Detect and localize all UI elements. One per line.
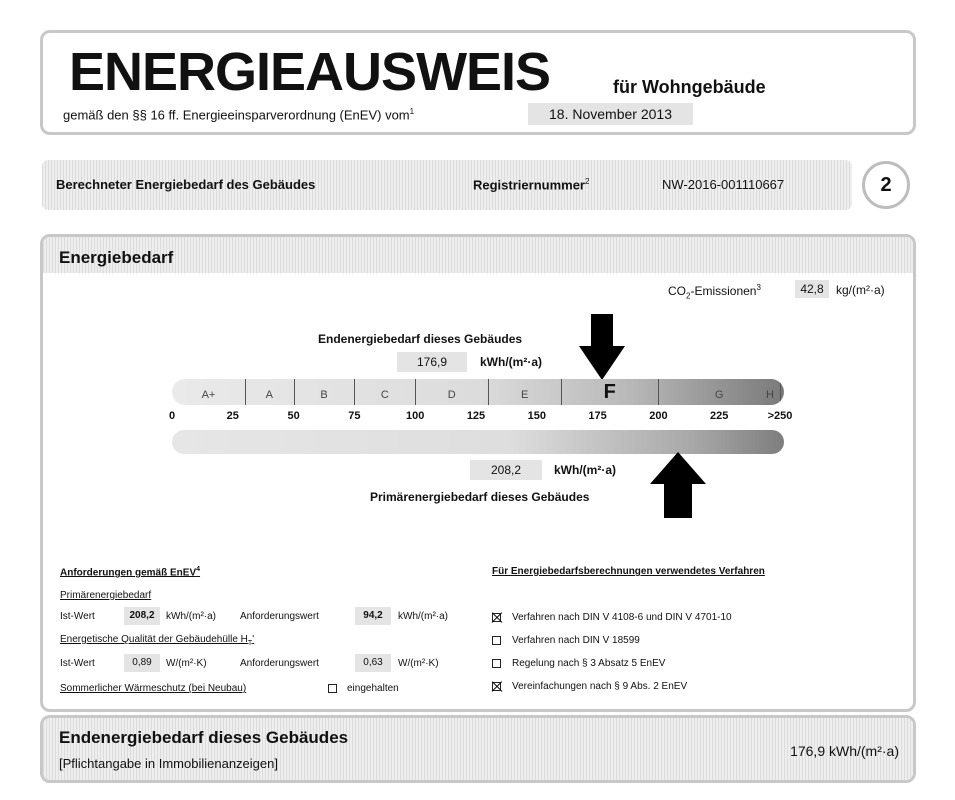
co2-label: $CO_2-Emissionen^3$ xyxy=(668,283,761,301)
scale-tick-label: 225 xyxy=(710,410,729,422)
co2-value: 42,8 xyxy=(795,280,829,298)
class-boundary xyxy=(658,379,659,405)
envelope-anf-label: Anforderungswert xyxy=(240,658,319,669)
requirements-heading: Anforderungen gemäß EnEV$^4$ xyxy=(60,566,201,579)
envelope-heading: Energetische Qualität der Gebäudehülle $H_T'$ xyxy=(60,634,255,647)
end-energy-label: Endenergiebedarf dieses Gebäudes xyxy=(318,332,523,346)
class-boundary xyxy=(294,379,295,405)
registration-number: NW-2016-001110667 xyxy=(662,177,785,192)
scale-tick-label: 0 xyxy=(168,410,176,422)
primary-ist-unit: kWh/(m²·a) xyxy=(166,611,216,622)
energy-class-G: G xyxy=(714,389,724,401)
primary-requirement-heading: Primärenergiebedarf xyxy=(60,590,152,601)
envelope-ist-label: Ist-Wert xyxy=(60,658,95,669)
class-boundary xyxy=(780,379,781,405)
energy-class-D: D xyxy=(447,389,456,401)
end-energy-value: 176,9 xyxy=(397,352,467,372)
scale-tick-label: 75 xyxy=(348,410,361,422)
scale-tick-label: 125 xyxy=(466,410,486,422)
methods-heading: Für Energiebedarfsberechnungen verwendetes Verfahren xyxy=(492,566,765,577)
envelope-anf-unit: W/(m²·K) xyxy=(398,658,439,669)
footer-note: [Pflichtangabe in Immobilienanzeigen] xyxy=(59,756,278,771)
summer-protection-check-label: eingehalten xyxy=(347,683,399,694)
method-checkbox[interactable] xyxy=(492,636,501,645)
summer-protection-label: Sommerlicher Wärmeschutz (bei Neubau) xyxy=(60,683,247,694)
energy-class-F: F xyxy=(603,381,616,403)
energy-class-A: A xyxy=(265,389,273,401)
envelope-anf-value: 0,63 xyxy=(355,654,391,672)
method-label: Regelung nach § 3 Absatz 5 EnEV xyxy=(512,658,666,669)
legal-basis: gemäß den §§ 16 ff. Energieeinsparverordnung (EnEV) vom$^1$ xyxy=(63,107,415,123)
scale-tick-label: 150 xyxy=(527,410,546,422)
class-boundary xyxy=(561,379,562,405)
end-energy-unit: kWh/(m²·a) xyxy=(480,355,542,369)
document-title: ENERGIEAUSWEIS xyxy=(69,42,551,102)
scale-tick-label: 200 xyxy=(649,410,668,422)
energy-heading: Energiebedarf xyxy=(59,248,174,267)
method-label: Verfahren nach DIN V 4108-6 und DIN V 4701-10 xyxy=(512,612,732,623)
energy-scale-bar xyxy=(172,379,784,405)
primary-energy-value: 208,2 xyxy=(470,460,542,480)
class-boundary xyxy=(415,379,416,405)
section-label: Berechneter Energiebedarf des Gebäudes xyxy=(56,177,316,192)
primary-anf-label: Anforderungswert xyxy=(240,611,319,622)
co2-unit: kg/(m²·a) xyxy=(836,283,885,297)
footer-box xyxy=(40,715,916,783)
energy-class-B: B xyxy=(320,389,328,401)
registration-label: Registriernummer$^2$ xyxy=(473,177,590,193)
page-number: 2 xyxy=(862,161,910,209)
primary-energy-unit: kWh/(m²·a) xyxy=(554,463,616,477)
energy-heading-bar xyxy=(43,237,913,273)
class-boundary xyxy=(488,379,489,405)
enev-date: 18. November 2013 xyxy=(528,103,693,125)
footer-title: Endenergiebedarf dieses Gebäudes xyxy=(59,728,349,747)
primary-ist-value: 208,2 xyxy=(124,607,160,625)
document-subtitle: für Wohngebäude xyxy=(613,77,766,97)
end-energy-arrow-icon xyxy=(579,314,625,380)
scale-tick-label: 100 xyxy=(406,410,425,422)
method-checkbox[interactable] xyxy=(492,659,501,668)
scale-tick-label: 50 xyxy=(287,410,300,422)
class-boundary xyxy=(245,379,246,405)
method-label: Vereinfachungen nach § 9 Abs. 2 EnEV xyxy=(512,681,688,692)
scale-tick-label: 25 xyxy=(226,410,239,422)
method-label: Verfahren nach DIN V 18599 xyxy=(512,635,640,646)
primary-energy-label: Primärenergiebedarf dieses Gebäudes xyxy=(370,490,590,504)
primary-anf-unit: kWh/(m²·a) xyxy=(398,611,448,622)
method-checkbox[interactable] xyxy=(492,613,501,622)
primary-ist-label: Ist-Wert xyxy=(60,611,95,622)
section-bar xyxy=(42,160,852,210)
primary-anf-value: 94,2 xyxy=(355,607,391,625)
primary-scale-bar xyxy=(172,430,784,454)
scale-tick-label: 175 xyxy=(588,410,607,422)
class-boundary xyxy=(354,379,355,405)
envelope-ist-value: 0,89 xyxy=(124,654,160,672)
footer-value: 176,9 kWh/(m²·a) xyxy=(790,743,899,759)
method-checkbox[interactable] xyxy=(492,682,501,691)
header-box xyxy=(40,30,916,135)
energy-class-H: H xyxy=(766,389,774,401)
scale-tick-label: >250 xyxy=(767,410,793,422)
primary-energy-arrow-icon xyxy=(650,452,706,518)
energy-class-C: C xyxy=(380,389,389,401)
energy-class-E: E xyxy=(520,389,529,401)
summer-protection-checkbox[interactable] xyxy=(328,684,337,693)
energy-class-A+: A+ xyxy=(201,389,216,401)
envelope-ist-unit: W/(m²·K) xyxy=(166,658,207,669)
